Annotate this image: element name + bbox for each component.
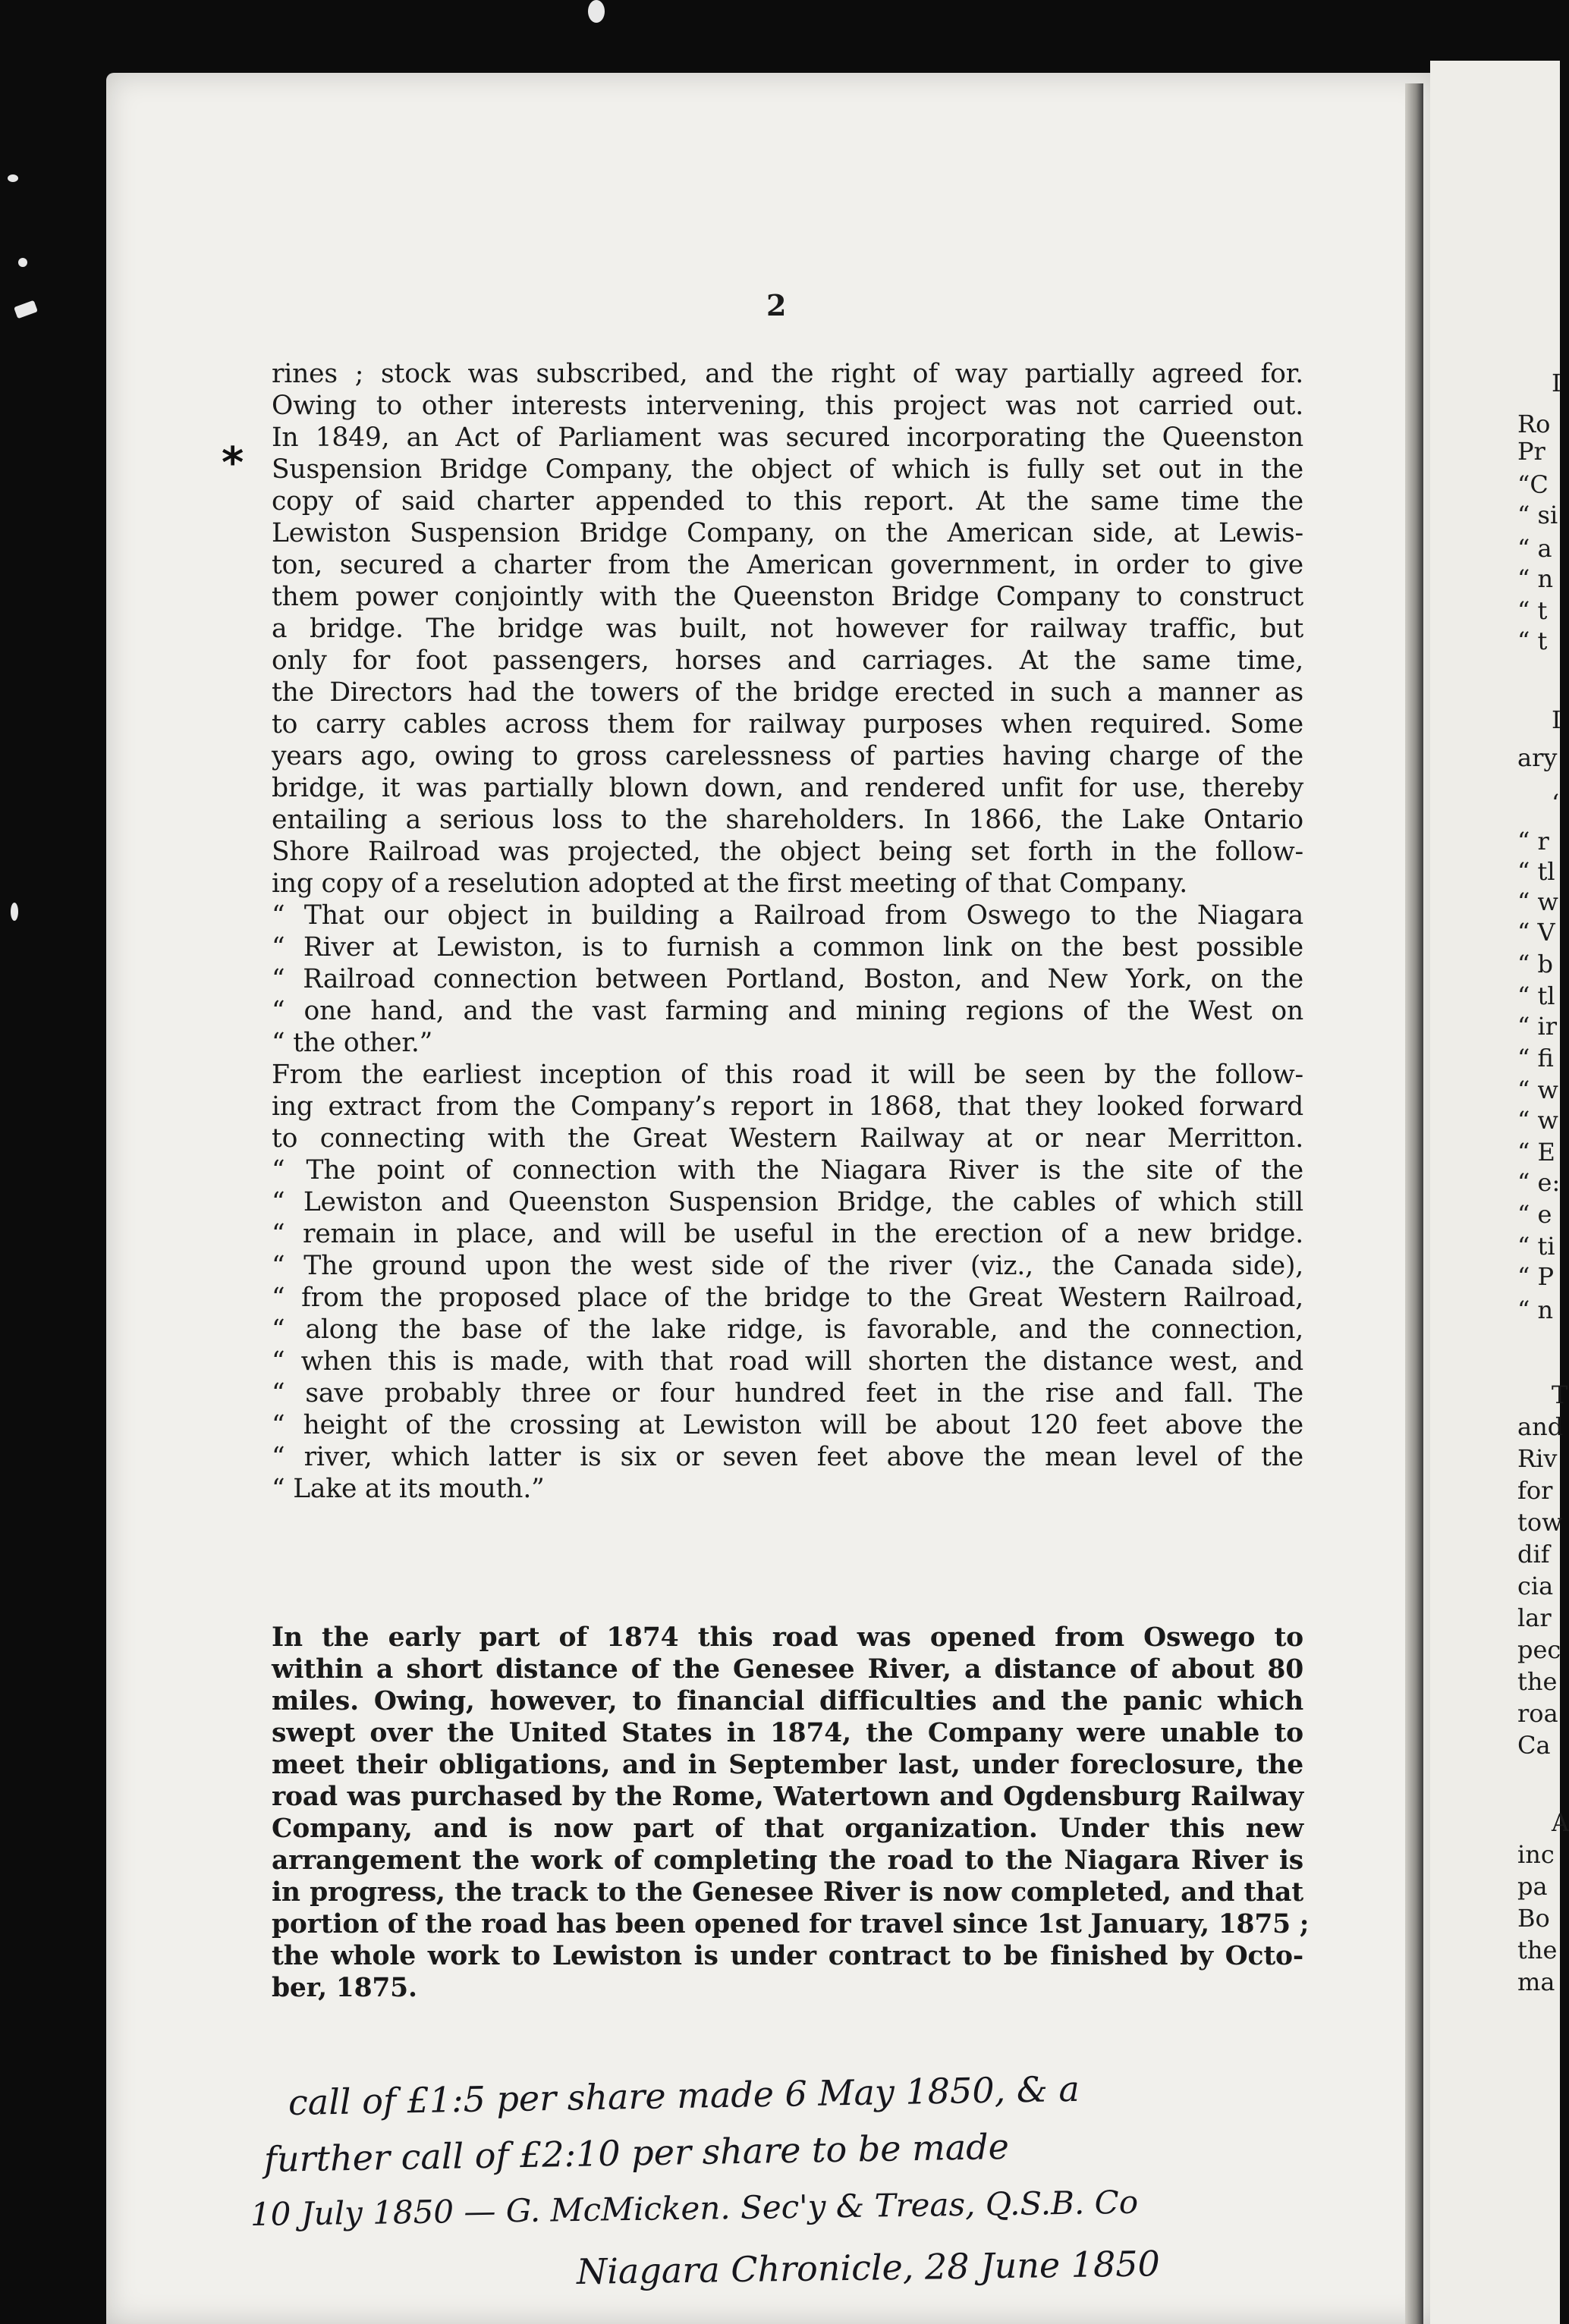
adjacent-page-fragment: I	[1552, 369, 1561, 397]
body-text-bottom	[272, 1622, 1310, 2004]
adjacent-page-fragment: Bo	[1517, 1904, 1550, 1933]
adjacent-page-fragment: “ si	[1517, 501, 1558, 529]
adjacent-page-fragment: “ ir	[1517, 1012, 1558, 1041]
text-line: road was purchased by the Rome, Watertown and Ogdensburg Railway	[272, 1782, 1303, 1812]
scan-speck	[588, 0, 605, 23]
text-line: entailing a serious loss to the shareholders. In 1866, the Lake Ontario	[272, 805, 1303, 835]
handwritten-note-line-1: call of £1:5 per share made 6 May 1850, & a	[288, 2068, 1080, 2123]
adjacent-page-fragment: I	[1552, 705, 1561, 734]
adjacent-page-fragment: “ w	[1517, 1106, 1558, 1135]
adjacent-page-fragment: “C	[1517, 470, 1549, 499]
text-line: to connecting with the Great Western Railway at or near Merritton.	[272, 1123, 1303, 1154]
adjacent-page-fragment: ‘	[1552, 789, 1560, 818]
adjacent-page-fragment: Ro	[1517, 410, 1551, 438]
text-line: bridge, it was partially blown down, and rendered unfit for use, thereby	[272, 773, 1303, 803]
adjacent-page-fragment: A	[1552, 1808, 1569, 1837]
adjacent-page-fragment: “ n	[1517, 1295, 1554, 1324]
text-line: rines ; stock was subscribed, and the right of way partially agreed for.	[272, 359, 1303, 389]
text-line: Owing to other interests intervening, this project was not carried out.	[272, 391, 1303, 421]
text-line: portion of the road has been opened for travel since 1st January, 1875 ;	[272, 1909, 1310, 1939]
text-line: the whole work to Lewiston is under contract to be finished by Octo-	[272, 1941, 1303, 1971]
adjacent-page-fragment: “ fi	[1517, 1044, 1554, 1072]
handwritten-note-line-4: Niagara Chronicle, 28 June 1850	[576, 2243, 1161, 2292]
text-line: years ago, owing to gross carelessness of parties having charge of the	[272, 741, 1303, 771]
text-line: “ the other.”	[272, 1028, 433, 1058]
adjacent-page-fragment: cia	[1517, 1572, 1554, 1600]
text-line: “ from the proposed place of the bridge to the Great Western Railroad,	[272, 1283, 1303, 1313]
page-number: 2	[766, 288, 787, 322]
text-line: “ when this is made, with that road will shorten the distance west, and	[272, 1346, 1303, 1377]
text-line: Shore Railroad was projected, the object being set forth in the follow-	[272, 837, 1303, 867]
text-line: copy of said charter appended to this report. At the same time the	[272, 486, 1303, 517]
adjacent-page-fragment: for	[1517, 1476, 1553, 1505]
text-line: Company, and is now part of that organization. Under this new	[272, 1814, 1303, 1844]
adjacent-page-fragment: ary	[1517, 743, 1558, 772]
text-line: In the early part of 1874 this road was opened from Oswego to	[272, 1622, 1303, 1653]
adjacent-page-fragment: “ r	[1517, 827, 1549, 856]
adjacent-page-fragment: “ t	[1517, 627, 1548, 655]
text-line: Lewiston Suspension Bridge Company, on the American side, at Lewis-	[272, 518, 1303, 548]
body-text-top	[272, 358, 1303, 1505]
text-line: the Directors had the towers of the bridge erected in such a manner as	[272, 677, 1303, 708]
adjacent-page-fragment: “ n	[1517, 564, 1554, 593]
adjacent-page-fragment: “ V	[1517, 918, 1555, 947]
text-line: “ Lewiston and Queenston Suspension Bridge, the cables of which still	[272, 1187, 1303, 1217]
adjacent-page-fragment: the	[1517, 1936, 1558, 1964]
text-line: “ height of the crossing at Lewiston will be about 120 feet above the	[272, 1410, 1303, 1440]
adjacent-page-fragment: and	[1517, 1412, 1564, 1441]
text-line: ton, secured a charter from the American government, in order to give	[272, 550, 1303, 580]
text-line: From the earliest inception of this road it will be seen by the follow-	[272, 1060, 1303, 1090]
adjacent-page-fragment: the	[1517, 1667, 1558, 1696]
text-line: “ The point of connection with the Niagara River is the site of the	[272, 1155, 1303, 1186]
adjacent-page-fragment: ma	[1517, 1968, 1555, 1996]
text-line: “ remain in place, and will be useful in the erection of a new bridge.	[272, 1219, 1303, 1249]
text-line: “ That our object in building a Railroad from Oswego to the Niagara	[272, 900, 1303, 931]
text-line: meet their obligations, and in September last, under foreclosure, the	[272, 1750, 1303, 1780]
adjacent-page-fragment: dif	[1517, 1540, 1550, 1569]
handwritten-note-line-3: 10 July 1850 — G. McMicken. Sec'y & Treas, Q.S.B. Co	[250, 2183, 1139, 2233]
adjacent-page-fragment: “ a	[1517, 534, 1552, 563]
text-line: In 1849, an Act of Parliament was secured incorporating the Queenston	[272, 422, 1303, 453]
text-line: “ Railroad connection between Portland, Boston, and New York, on the	[272, 964, 1303, 994]
adjacent-page-fragment: “ e:	[1517, 1168, 1561, 1197]
page-edge	[1405, 83, 1423, 2324]
adjacent-page-fragment: pec	[1517, 1635, 1561, 1664]
adjacent-page-fragment: “ b	[1517, 950, 1554, 978]
text-line: “ river, which latter is six or seven feet above the mean level of the	[272, 1442, 1303, 1472]
adjacent-page-fragment: “ E	[1517, 1138, 1555, 1167]
text-line: ber, 1875.	[272, 1973, 417, 2003]
text-line: “ one hand, and the vast farming and mining regions of the West on	[272, 996, 1303, 1026]
text-line: swept over the United States in 1874, the Company were unable to	[272, 1718, 1303, 1748]
text-line: a bridge. The bridge was built, not however for railway traffic, but	[272, 614, 1303, 644]
text-line: only for foot passengers, horses and carriages. At the same time,	[272, 645, 1303, 676]
text-line: arrangement the work of completing the road to the Niagara River is	[272, 1845, 1303, 1876]
adjacent-page-fragment: “ w	[1517, 887, 1558, 916]
adjacent-page-fragment: “ tl	[1517, 857, 1555, 886]
text-line: them power conjointly with the Queenston Bridge Company to construct	[272, 582, 1303, 612]
adjacent-page-fragment: pa	[1517, 1872, 1548, 1901]
text-line: “ along the base of the lake ridge, is favorable, and the connection,	[272, 1314, 1303, 1345]
text-line: ing extract from the Company’s report in 1868, that they looked forward	[272, 1091, 1303, 1122]
text-line: “ The ground upon the west side of the river (viz., the Canada side),	[272, 1251, 1303, 1281]
adjacent-page-fragment: inc	[1517, 1840, 1555, 1869]
adjacent-page-fragment: T	[1552, 1380, 1568, 1409]
scan-speck	[8, 174, 18, 182]
text-line: “ River at Lewiston, is to furnish a common link on the best possible	[272, 932, 1303, 963]
adjacent-page-fragment: “ ti	[1517, 1232, 1555, 1261]
margin-asterisk: *	[222, 438, 244, 488]
adjacent-page-fragment: roa	[1517, 1699, 1558, 1728]
text-line: “ Lake at its mouth.”	[272, 1474, 545, 1504]
adjacent-page-fragment: “ w	[1517, 1076, 1558, 1104]
adjacent-page-fragment: “ t	[1517, 596, 1548, 625]
text-line: miles. Owing, however, to financial difficulties and the panic which	[272, 1686, 1303, 1716]
text-line: to carry cables across them for railway purposes when required. Some	[272, 709, 1303, 740]
text-line: in progress, the track to the Genesee River is now completed, and that	[272, 1877, 1303, 1908]
scan-speck	[18, 258, 27, 267]
text-line: within a short distance of the Genesee River, a distance of about 80	[272, 1654, 1303, 1685]
adjacent-page-fragment: “ tl	[1517, 981, 1555, 1010]
handwritten-note-line-2: further call of £2:10 per share to be made	[263, 2125, 1010, 2180]
text-line: ing copy of a reselution adopted at the first meeting of that Company.	[272, 868, 1187, 899]
adjacent-page-fragment: Ca	[1517, 1731, 1551, 1760]
scan-speck	[14, 300, 38, 319]
adjacent-page-fragment: “ e	[1517, 1200, 1552, 1229]
adjacent-page-fragment: tow	[1517, 1508, 1563, 1537]
scan-speck	[11, 903, 18, 921]
adjacent-page-fragment: “ P	[1517, 1262, 1555, 1291]
adjacent-page-fragment: lar	[1517, 1603, 1552, 1632]
adjacent-page-fragment: Riv	[1517, 1444, 1558, 1473]
text-line: Suspension Bridge Company, the object of which is fully set out in the	[272, 454, 1303, 485]
text-line: “ save probably three or four hundred feet in the rise and fall. The	[272, 1378, 1303, 1409]
adjacent-page-fragment: Pr	[1517, 437, 1545, 466]
